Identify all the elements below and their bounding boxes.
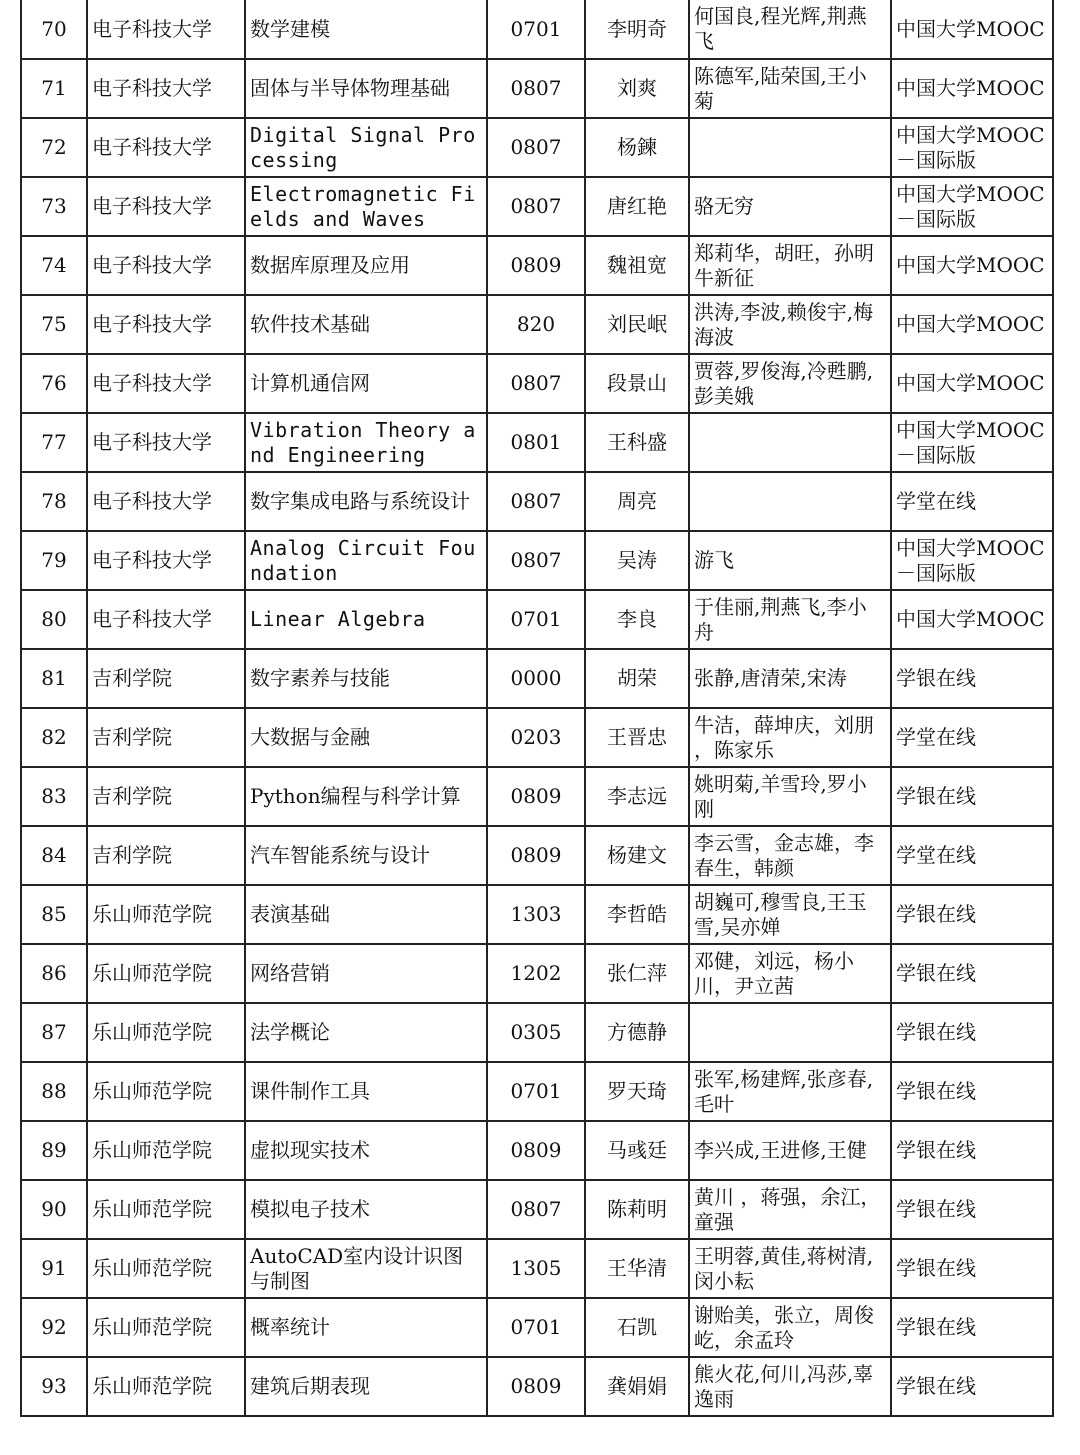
platform-name: 学堂在线 bbox=[891, 826, 1053, 885]
school-name: 电子科技大学 bbox=[87, 118, 245, 177]
discipline-code: 0807 bbox=[487, 118, 585, 177]
school-name: 吉利学院 bbox=[87, 649, 245, 708]
team-members: 胡巍可,穆雪良,王玉雪,吴亦婵 bbox=[689, 885, 891, 944]
row-number: 76 bbox=[21, 354, 87, 413]
row-number: 93 bbox=[21, 1357, 87, 1416]
discipline-code: 0305 bbox=[487, 1003, 585, 1062]
row-number: 87 bbox=[21, 1003, 87, 1062]
team-members bbox=[689, 118, 891, 177]
table-row bbox=[21, 177, 1053, 236]
row-number: 84 bbox=[21, 826, 87, 885]
platform-name: 学银在线 bbox=[891, 1357, 1053, 1416]
platform-name: 中国大学MOOC bbox=[891, 295, 1053, 354]
course-leader: 唐红艳 bbox=[585, 177, 689, 236]
team-members bbox=[689, 472, 891, 531]
school-name: 电子科技大学 bbox=[87, 236, 245, 295]
discipline-code: 0807 bbox=[487, 354, 585, 413]
course-name: 汽车智能系统与设计 bbox=[245, 826, 487, 885]
platform-name: 学银在线 bbox=[891, 1239, 1053, 1298]
row-number: 90 bbox=[21, 1180, 87, 1239]
team-members: 张静,唐清荣,宋涛 bbox=[689, 649, 891, 708]
platform-name: 中国大学MOOC bbox=[891, 354, 1053, 413]
course-leader: 马彧廷 bbox=[585, 1121, 689, 1180]
row-number: 81 bbox=[21, 649, 87, 708]
table-row bbox=[21, 413, 1053, 472]
discipline-code: 0000 bbox=[487, 649, 585, 708]
row-number: 85 bbox=[21, 885, 87, 944]
row-number: 72 bbox=[21, 118, 87, 177]
course-leader: 李志远 bbox=[585, 767, 689, 826]
discipline-code: 0801 bbox=[487, 413, 585, 472]
row-number: 80 bbox=[21, 590, 87, 649]
discipline-code: 0809 bbox=[487, 1357, 585, 1416]
platform-name: 中国大学MOOC－国际版 bbox=[891, 177, 1053, 236]
platform-name: 学银在线 bbox=[891, 1062, 1053, 1121]
platform-name: 学银在线 bbox=[891, 944, 1053, 1003]
team-members bbox=[689, 413, 891, 472]
course-name: 数据库原理及应用 bbox=[245, 236, 487, 295]
team-members: 牛洁，薛坤庆，刘朋 ，陈家乐 bbox=[689, 708, 891, 767]
course-leader: 张仁萍 bbox=[585, 944, 689, 1003]
row-number: 73 bbox=[21, 177, 87, 236]
platform-name: 中国大学MOOC－国际版 bbox=[891, 413, 1053, 472]
team-members: 陈德军,陆荣国,王小菊 bbox=[689, 59, 891, 118]
table-row bbox=[21, 944, 1053, 1003]
team-members bbox=[689, 1003, 891, 1062]
school-name: 电子科技大学 bbox=[87, 413, 245, 472]
course-name: 虚拟现实技术 bbox=[245, 1121, 487, 1180]
school-name: 电子科技大学 bbox=[87, 0, 245, 59]
row-number: 88 bbox=[21, 1062, 87, 1121]
course-leader: 王华清 bbox=[585, 1239, 689, 1298]
discipline-code: 1305 bbox=[487, 1239, 585, 1298]
course-name: 数学建模 bbox=[245, 0, 487, 59]
course-name: 概率统计 bbox=[245, 1298, 487, 1357]
course-name: Electromagnetic Fields and Waves bbox=[245, 177, 487, 236]
platform-name: 学银在线 bbox=[891, 649, 1053, 708]
school-name: 乐山师范学院 bbox=[87, 1357, 245, 1416]
table-row bbox=[21, 767, 1053, 826]
school-name: 乐山师范学院 bbox=[87, 1121, 245, 1180]
school-name: 吉利学院 bbox=[87, 708, 245, 767]
course-name: 法学概论 bbox=[245, 1003, 487, 1062]
course-leader: 陈莉明 bbox=[585, 1180, 689, 1239]
discipline-code: 0809 bbox=[487, 236, 585, 295]
school-name: 电子科技大学 bbox=[87, 472, 245, 531]
table-row bbox=[21, 531, 1053, 590]
team-members: 姚明菊,羊雪玲,罗小刚 bbox=[689, 767, 891, 826]
course-name: Analog Circuit Foundation bbox=[245, 531, 487, 590]
school-name: 乐山师范学院 bbox=[87, 1298, 245, 1357]
platform-name: 学银在线 bbox=[891, 1180, 1053, 1239]
row-number: 92 bbox=[21, 1298, 87, 1357]
row-number: 89 bbox=[21, 1121, 87, 1180]
school-name: 乐山师范学院 bbox=[87, 944, 245, 1003]
discipline-code: 0701 bbox=[487, 1062, 585, 1121]
table-row bbox=[21, 295, 1053, 354]
discipline-code: 0807 bbox=[487, 59, 585, 118]
platform-name: 中国大学MOOC bbox=[891, 236, 1053, 295]
discipline-code: 0701 bbox=[487, 1298, 585, 1357]
table-row bbox=[21, 1298, 1053, 1357]
course-name: 网络营销 bbox=[245, 944, 487, 1003]
course-name: 建筑后期表现 bbox=[245, 1357, 487, 1416]
course-leader: 魏祖宽 bbox=[585, 236, 689, 295]
course-name: Vibration Theory and Engineering bbox=[245, 413, 487, 472]
course-leader: 李良 bbox=[585, 590, 689, 649]
row-number: 83 bbox=[21, 767, 87, 826]
platform-name: 中国大学MOOC bbox=[891, 59, 1053, 118]
school-name: 乐山师范学院 bbox=[87, 1239, 245, 1298]
row-number: 71 bbox=[21, 59, 87, 118]
platform-name: 学堂在线 bbox=[891, 708, 1053, 767]
course-name: Linear Algebra bbox=[245, 590, 487, 649]
discipline-code: 0807 bbox=[487, 177, 585, 236]
discipline-code: 0203 bbox=[487, 708, 585, 767]
course-name: 模拟电子技术 bbox=[245, 1180, 487, 1239]
table-row bbox=[21, 1121, 1053, 1180]
team-members: 李兴成,王进修,王健 bbox=[689, 1121, 891, 1180]
course-name: 计算机通信网 bbox=[245, 354, 487, 413]
school-name: 电子科技大学 bbox=[87, 354, 245, 413]
row-number: 86 bbox=[21, 944, 87, 1003]
row-number: 82 bbox=[21, 708, 87, 767]
school-name: 乐山师范学院 bbox=[87, 1180, 245, 1239]
discipline-code: 0807 bbox=[487, 531, 585, 590]
platform-name: 学银在线 bbox=[891, 767, 1053, 826]
course-leader: 龚娟娟 bbox=[585, 1357, 689, 1416]
team-members: 邓健，刘远，杨小川，尹立茜 bbox=[689, 944, 891, 1003]
course-name: AutoCAD室内设计识图与制图 bbox=[245, 1239, 487, 1298]
row-number: 79 bbox=[21, 531, 87, 590]
course-leader: 杨鍊 bbox=[585, 118, 689, 177]
discipline-code: 1303 bbox=[487, 885, 585, 944]
discipline-code: 0807 bbox=[487, 1180, 585, 1239]
school-name: 电子科技大学 bbox=[87, 590, 245, 649]
table-row bbox=[21, 472, 1053, 531]
table-row bbox=[21, 590, 1053, 649]
table-row bbox=[21, 1003, 1053, 1062]
table-row bbox=[21, 1239, 1053, 1298]
team-members: 何国良,程光辉,荆燕飞 bbox=[689, 0, 891, 59]
team-members: 熊火花,何川,冯莎,辜逸雨 bbox=[689, 1357, 891, 1416]
row-number: 77 bbox=[21, 413, 87, 472]
discipline-code: 820 bbox=[487, 295, 585, 354]
course-name: 数字集成电路与系统设计 bbox=[245, 472, 487, 531]
school-name: 电子科技大学 bbox=[87, 59, 245, 118]
table-row bbox=[21, 236, 1053, 295]
course-leader: 方德静 bbox=[585, 1003, 689, 1062]
platform-name: 中国大学MOOC bbox=[891, 590, 1053, 649]
discipline-code: 0701 bbox=[487, 590, 585, 649]
course-leader: 王科盛 bbox=[585, 413, 689, 472]
discipline-code: 0809 bbox=[487, 826, 585, 885]
team-members: 于佳丽,荆燕飞,李小舟 bbox=[689, 590, 891, 649]
table-row bbox=[21, 649, 1053, 708]
row-number: 91 bbox=[21, 1239, 87, 1298]
discipline-code: 1202 bbox=[487, 944, 585, 1003]
course-name: Python编程与科学计算 bbox=[245, 767, 487, 826]
table-row bbox=[21, 1062, 1053, 1121]
course-leader: 周亮 bbox=[585, 472, 689, 531]
school-name: 电子科技大学 bbox=[87, 177, 245, 236]
row-number: 70 bbox=[21, 0, 87, 59]
course-leader: 吴涛 bbox=[585, 531, 689, 590]
platform-name: 中国大学MOOC－国际版 bbox=[891, 531, 1053, 590]
table-row bbox=[21, 118, 1053, 177]
course-leader: 段景山 bbox=[585, 354, 689, 413]
team-members: 郑莉华，胡旺，孙明 牛新征 bbox=[689, 236, 891, 295]
course-name: 大数据与金融 bbox=[245, 708, 487, 767]
team-members: 王明蓉,黄佳,蒋树清,闵小耘 bbox=[689, 1239, 891, 1298]
course-leader: 杨建文 bbox=[585, 826, 689, 885]
team-members: 李云雪，金志雄，李春生，韩颜 bbox=[689, 826, 891, 885]
discipline-code: 0809 bbox=[487, 767, 585, 826]
course-name: Digital Signal Processing bbox=[245, 118, 487, 177]
table-row bbox=[21, 1357, 1053, 1416]
discipline-code: 0807 bbox=[487, 472, 585, 531]
school-name: 乐山师范学院 bbox=[87, 1062, 245, 1121]
team-members: 张军,杨建辉,张彦春,毛叶 bbox=[689, 1062, 891, 1121]
school-name: 乐山师范学院 bbox=[87, 885, 245, 944]
platform-name: 学银在线 bbox=[891, 885, 1053, 944]
table-row bbox=[21, 354, 1053, 413]
table-row bbox=[21, 885, 1053, 944]
course-name: 课件制作工具 bbox=[245, 1062, 487, 1121]
course-leader: 胡荣 bbox=[585, 649, 689, 708]
team-members: 游飞 bbox=[689, 531, 891, 590]
course-name: 表演基础 bbox=[245, 885, 487, 944]
course-leader: 刘爽 bbox=[585, 59, 689, 118]
platform-name: 中国大学MOOC bbox=[891, 0, 1053, 59]
course-leader: 刘民岷 bbox=[585, 295, 689, 354]
platform-name: 中国大学MOOC－国际版 bbox=[891, 118, 1053, 177]
school-name: 乐山师范学院 bbox=[87, 1003, 245, 1062]
team-members: 谢贻美，张立，周俊屹，余孟玲 bbox=[689, 1298, 891, 1357]
course-name: 固体与半导体物理基础 bbox=[245, 59, 487, 118]
school-name: 吉利学院 bbox=[87, 767, 245, 826]
school-name: 电子科技大学 bbox=[87, 531, 245, 590]
row-number: 75 bbox=[21, 295, 87, 354]
table-row bbox=[21, 826, 1053, 885]
team-members: 骆无穷 bbox=[689, 177, 891, 236]
course-leader: 王晋忠 bbox=[585, 708, 689, 767]
course-leader: 李哲皓 bbox=[585, 885, 689, 944]
team-members: 黄川 ，蒋强，余江，童强 bbox=[689, 1180, 891, 1239]
school-name: 吉利学院 bbox=[87, 826, 245, 885]
discipline-code: 0701 bbox=[487, 0, 585, 59]
school-name: 电子科技大学 bbox=[87, 295, 245, 354]
table-row bbox=[21, 59, 1053, 118]
course-leader: 李明奇 bbox=[585, 0, 689, 59]
course-table bbox=[20, 0, 1054, 1417]
row-number: 74 bbox=[21, 236, 87, 295]
table-row bbox=[21, 708, 1053, 767]
course-leader: 罗天琦 bbox=[585, 1062, 689, 1121]
course-leader: 石凯 bbox=[585, 1298, 689, 1357]
team-members: 洪涛,李波,赖俊宇,梅海波 bbox=[689, 295, 891, 354]
course-name: 数字素养与技能 bbox=[245, 649, 487, 708]
platform-name: 学堂在线 bbox=[891, 472, 1053, 531]
team-members: 贾蓉,罗俊海,冷甦鹏,彭美娥 bbox=[689, 354, 891, 413]
platform-name: 学银在线 bbox=[891, 1003, 1053, 1062]
discipline-code: 0809 bbox=[487, 1121, 585, 1180]
row-number: 78 bbox=[21, 472, 87, 531]
course-name: 软件技术基础 bbox=[245, 295, 487, 354]
table-row bbox=[21, 0, 1053, 59]
platform-name: 学银在线 bbox=[891, 1298, 1053, 1357]
platform-name: 学银在线 bbox=[891, 1121, 1053, 1180]
table-row bbox=[21, 1180, 1053, 1239]
